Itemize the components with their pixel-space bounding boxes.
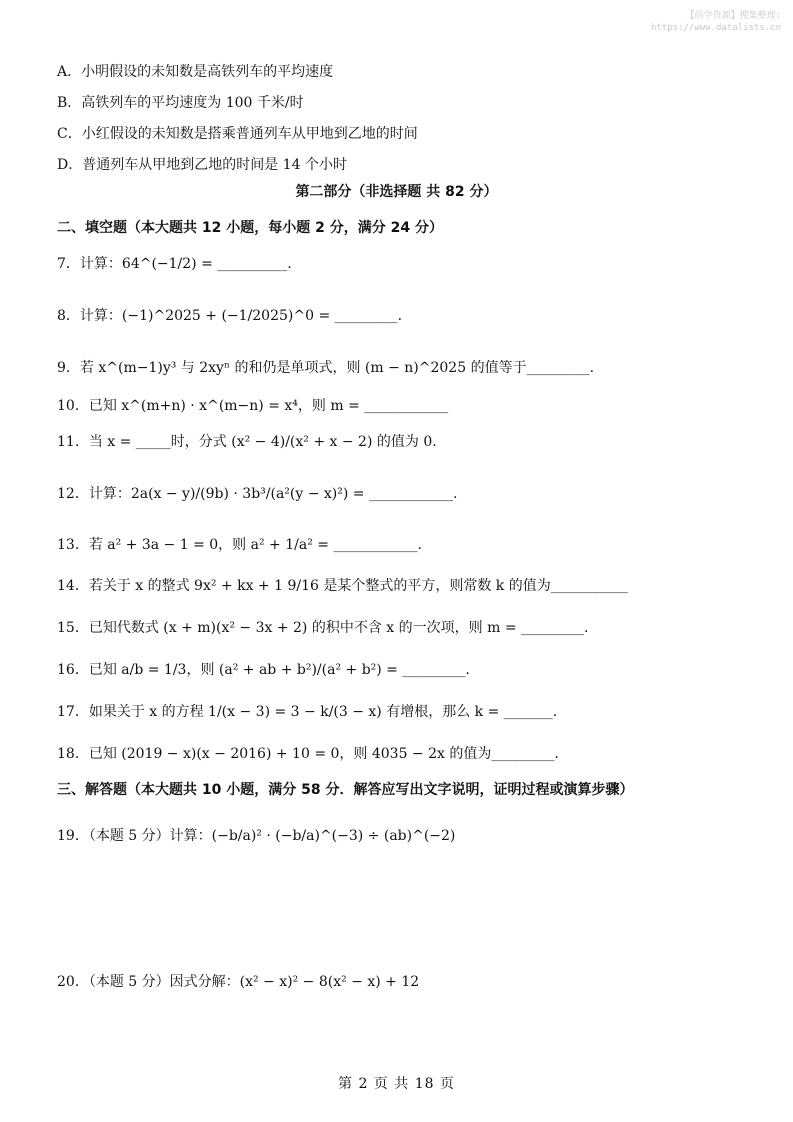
watermark [651,10,781,34]
question-18: 18．已知 (2019 − x)(x − 2016) + 10 = 0，则 4035 − 2x 的值为_________. [57,746,559,762]
question-20: 20．（本题 5 分）因式分解：(x² − x)² − 8(x² − x) + 12 [57,974,420,990]
part-two-title: 第二部分（非选择题 共 82 分） [295,184,498,200]
option-a: A．小明假设的未知数是高铁列车的平均速度 [57,64,334,80]
watermark-line-1: 【尚学资源】搜集整理: [685,11,781,21]
section-three-heading: 三、解答题（本大题共 10 小题，满分 58 分．解答应写出文字说明，证明过程或演算步骤） [57,782,634,798]
question-19: 19．（本题 5 分）计算：(−b/a)² · (−b/a)^(−3) ÷ (ab)^(−2) [57,828,456,844]
question-10: 10．已知 x^(m+n) · x^(m−n) = x⁴，则 m = ____________ [57,398,449,414]
question-11: 11．当 x = _____时，分式 (x² − 4)/(x² + x − 2) 的值为 0. [57,434,437,450]
question-15: 15．已知代数式 (x + m)(x² − 3x + 2) 的积中不含 x 的一次项，则 m = _________. [57,620,589,636]
section-two-heading: 二、填空题（本大题共 12 小题，每小题 2 分，满分 24 分） [57,220,443,236]
question-7: 7．计算：64^(−1/2) = __________. [57,256,292,272]
question-13: 13．若 a² + 3a − 1 = 0，则 a² + 1/a² = ____________. [57,537,422,553]
page-footer: 第 2 页 共 18 页 [338,1076,455,1092]
question-9: 9．若 x^(m−1)y³ 与 2xyⁿ 的和仍是单项式，则 (m − n)^2025 的值等于_________. [57,360,595,376]
option-d: D．普通列车从甲地到乙地的时间是 14 个小时 [57,157,347,173]
question-16: 16．已知 a/b = 1/3，则 (a² + ab + b²)/(a² + b²) = _________. [57,662,470,678]
option-b: B．高铁列车的平均速度为 100 千米/时 [57,95,304,111]
question-14: 14．若关于 x 的整式 9x² + kx + 1 9/16 是某个整式的平方，则常数 k 的值为___________ [57,578,628,594]
option-c: C．小红假设的未知数是搭乘普通列车从甲地到乙地的时间 [57,126,418,142]
question-8: 8．计算：(−1)^2025 + (−1/2025)^0 = _________. [57,308,403,324]
question-17: 17．如果关于 x 的方程 1/(x − 3) = 3 − k/(3 − x) 有增根，那么 k = _______. [57,704,558,720]
watermark-line-2: https://www.datalists.cn [650,23,781,33]
question-12: 12．计算：2a(x − y)/(9b) · 3b³/(a²(y − x)²) = ____________. [57,486,458,502]
